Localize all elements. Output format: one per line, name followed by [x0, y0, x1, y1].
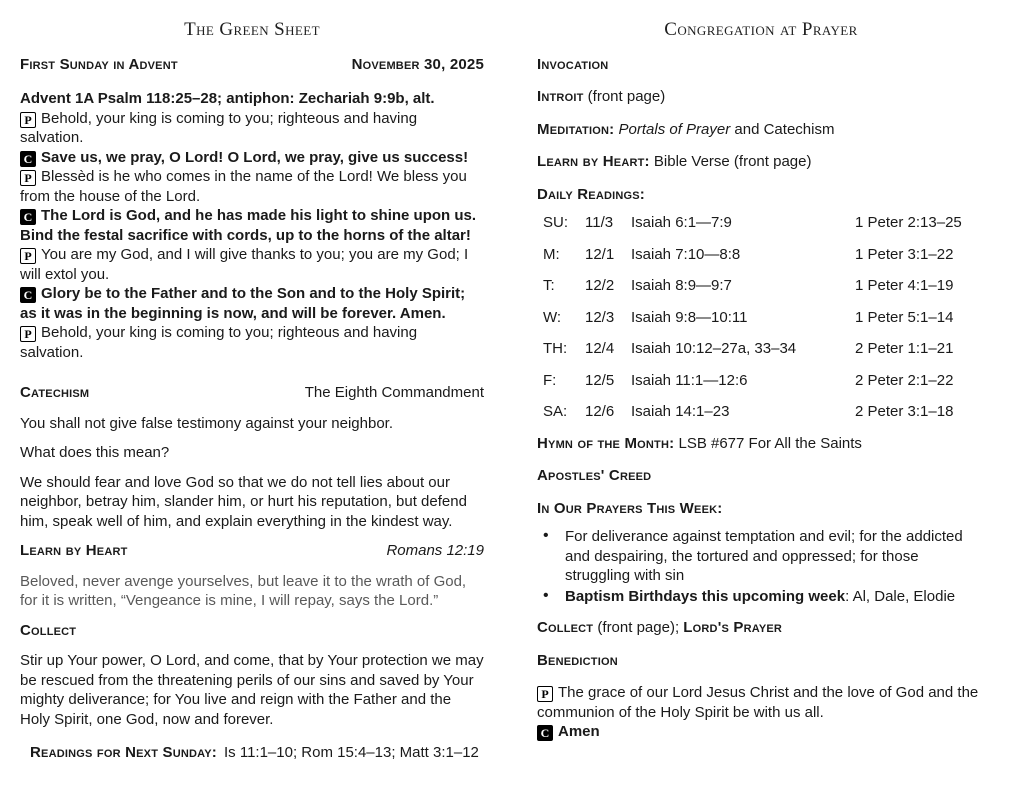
learn-by-heart-right-value: Bible Verse (front page) — [649, 153, 812, 171]
reading-day: M: — [543, 245, 560, 263]
reading-day: W: — [543, 308, 562, 326]
introit-line — [537, 87, 985, 107]
reading-day: F: — [543, 371, 557, 389]
daily-reading-row — [537, 402, 985, 422]
daily-reading-row — [537, 339, 985, 359]
benediction-text: The grace of our Lord Jesus Christ and the love of God and the communion of the Holy Spirit be with us all. — [537, 684, 979, 721]
meditation-publication: Portals of Prayer — [614, 120, 731, 138]
learn-by-heart-heading: Learn by Heart — [20, 542, 128, 560]
learn-by-heart-heading-row — [20, 541, 484, 561]
prayer-bullet-text: For deliverance against temptation and evil; for the addicted and despairing, the tortured and oppressed; for those struggling with sin — [565, 528, 963, 585]
service-date: November 30, 2025 — [351, 55, 484, 73]
reading-old-testament: Isaiah 14:1–23 — [631, 403, 730, 421]
reading-old-testament: Isaiah 11:1—12:6 — [631, 371, 748, 389]
versicle-text: Glory be to the Father and to the Son and to the Holy Spirit; as it was in the beginning is now, and will be forever. Amen. — [20, 285, 466, 322]
meditation-line — [537, 120, 985, 140]
right-page-title: Congregation at Prayer — [664, 19, 858, 40]
introit-psalm-heading: Advent 1A Psalm 118:25–28; antiphon: Zechariah 9:9b, alt. — [20, 90, 435, 108]
introit-label: Introit — [537, 88, 584, 106]
collect-text: Stir up Your power, O Lord, and come, that by Your protection we may be rescued from the threatening perils of our sins and saved by Your mighty deliverance; for You live and reign with the Father and the Holy Spirit, one God, now and forever. — [20, 652, 484, 728]
prayer-bullet-item — [537, 587, 985, 607]
reading-day: TH: — [543, 340, 568, 358]
versicle-line — [20, 245, 484, 284]
right-column — [537, 18, 985, 742]
learn-by-heart-reference: Romans 12:19 — [386, 542, 484, 560]
invocation-heading — [537, 55, 985, 75]
daily-readings-label: Daily Readings: — [537, 185, 645, 203]
versicle-line — [20, 167, 484, 206]
daily-reading-row — [537, 213, 985, 233]
reading-date: 12/5 — [585, 371, 615, 389]
congregation-response-icon: C — [20, 287, 36, 303]
next-sunday-value: Is 11:1–10; Rom 15:4–13; Matt 3:1–12 — [224, 744, 479, 762]
catechism-paragraph: You shall not give false testimony against your neighbor. — [20, 414, 394, 432]
congregation-response-icon: C — [537, 725, 553, 741]
daily-reading-row — [537, 276, 985, 296]
daily-reading-row — [537, 308, 985, 328]
collect-heading: Collect — [20, 621, 77, 639]
benediction-label: Benediction — [537, 651, 618, 669]
reading-day: T: — [543, 277, 555, 295]
prayers-heading — [537, 499, 985, 519]
reading-new-testament: 1 Peter 2:13–25 — [855, 214, 962, 232]
reading-old-testament: Isaiah 6:1—7:9 — [631, 214, 732, 232]
reading-date: 12/4 — [585, 340, 615, 358]
reading-new-testament: 1 Peter 3:1–22 — [855, 245, 954, 263]
reading-old-testament: Isaiah 7:10—8:8 — [631, 245, 741, 263]
pastor-versicle-icon: P — [537, 686, 553, 702]
reading-old-testament: Isaiah 10:12–27a, 33–34 — [631, 340, 797, 358]
pastor-versicle-icon: P — [20, 248, 36, 264]
catechism-paragraph: We should fear and love God so that we do not tell lies about our neighbor, betray him, slander him, or hurt his reputation, but defend him, speak well of him, and explain everything in the kindest way. — [20, 473, 467, 530]
lords-prayer-label: Lord's Prayer — [683, 619, 783, 637]
versicle-text: Save us, we pray, O Lord! O Lord, we pray, give us success! — [41, 148, 469, 166]
versicle-line — [20, 284, 484, 323]
meditation-label: Meditation: — [537, 120, 615, 138]
next-sunday-label: Readings for Next Sunday: — [30, 744, 217, 762]
congregation-response-icon: C — [20, 151, 36, 167]
versicle-line — [20, 206, 484, 245]
catechism-topic: The Eighth Commandment — [304, 384, 484, 402]
introit-versicles — [20, 109, 484, 363]
reading-new-testament: 2 Peter 3:1–18 — [855, 403, 954, 421]
prayer-bullet-lead: Baptism Birthdays this upcoming week — [565, 587, 846, 605]
benediction-versicle-line — [537, 683, 985, 722]
learn-by-heart-right-label: Learn by Heart: — [537, 153, 650, 171]
next-sunday-readings — [30, 743, 484, 763]
versicle-line — [20, 323, 484, 362]
invocation-label: Invocation — [537, 55, 609, 73]
daily-reading-row — [537, 371, 985, 391]
benediction-response-line — [537, 722, 985, 742]
catechism-paragraph: What does this mean? — [20, 444, 170, 462]
reading-date: 12/1 — [585, 245, 615, 263]
reading-date: 12/6 — [585, 403, 615, 421]
prayer-bullet-item — [537, 527, 985, 586]
versicle-text: You are my God, and I will give thanks to you; you are my God; I will extol you. — [20, 246, 469, 283]
left-column — [20, 18, 484, 763]
prayers-label: In Our Prayers This Week: — [537, 499, 723, 517]
congregation-response-icon: C — [20, 209, 36, 225]
reading-new-testament: 1 Peter 5:1–14 — [855, 308, 954, 326]
masthead-row — [20, 55, 484, 75]
daily-readings-heading — [537, 185, 985, 205]
prayer-bullet-list — [537, 527, 985, 606]
catechism-heading: Catechism — [20, 384, 90, 402]
catechism-heading-row — [20, 383, 484, 403]
versicle-text: Behold, your king is coming to you; righteous and having salvation. — [20, 324, 418, 361]
apostles-creed-label: Apostles' Creed — [537, 467, 652, 485]
hymn-label: Hymn of the Month: — [537, 434, 675, 452]
benediction-heading — [537, 651, 985, 671]
pastor-versicle-icon: P — [20, 170, 36, 186]
benediction-amen: Amen — [558, 723, 600, 741]
hymn-line — [537, 434, 985, 454]
pastor-versicle-icon: P — [20, 112, 36, 128]
reading-date: 12/2 — [585, 277, 615, 295]
introit-note: (front page) — [583, 88, 666, 106]
reading-day: SU: — [543, 214, 569, 232]
versicle-text: Behold, your king is coming to you; righteous and having salvation. — [20, 109, 418, 147]
learn-by-heart-text: Beloved, never avenge yourselves, but leave it to the wrath of God, for it is written, “Vengeance is mine, I will repay, says the Lord.” — [20, 572, 467, 610]
reading-new-testament: 1 Peter 4:1–19 — [855, 277, 954, 295]
collect-right-label: Collect — [537, 619, 594, 637]
prayer-bullet-text: : Al, Dale, Elodie — [845, 587, 956, 605]
sunday-heading: First Sunday in Advent — [20, 55, 178, 73]
versicle-text: The Lord is God, and he has made his light to shine upon us. Bind the festal sacrifice with cords, up to the horns of the altar! — [20, 207, 477, 244]
daily-readings-table — [537, 213, 985, 422]
learn-by-heart-line — [537, 152, 985, 172]
apostles-creed-heading — [537, 466, 985, 486]
collect-lords-prayer-line — [537, 618, 985, 638]
daily-reading-row — [537, 245, 985, 265]
catechism-paragraphs — [20, 414, 484, 532]
reading-new-testament: 2 Peter 2:1–22 — [855, 371, 954, 389]
reading-date: 12/3 — [585, 308, 615, 326]
versicle-line — [20, 109, 484, 148]
reading-old-testament: Isaiah 9:8—10:11 — [631, 308, 748, 326]
collect-right-note: (front page); — [593, 619, 684, 637]
reading-date: 11/3 — [585, 214, 614, 232]
reading-day: SA: — [543, 403, 568, 421]
versicle-line — [20, 148, 484, 168]
left-page-title: The Green Sheet — [184, 19, 320, 40]
reading-old-testament: Isaiah 8:9—9:7 — [631, 277, 732, 295]
hymn-value: LSB #677 For All the Saints — [674, 434, 862, 452]
reading-new-testament: 2 Peter 1:1–21 — [855, 340, 954, 358]
meditation-rest: and Catechism — [730, 120, 835, 138]
pastor-versicle-icon: P — [20, 326, 36, 342]
versicle-text: Blessèd is he who comes in the name of the Lord! We bless you from the house of the Lord. — [20, 168, 467, 205]
